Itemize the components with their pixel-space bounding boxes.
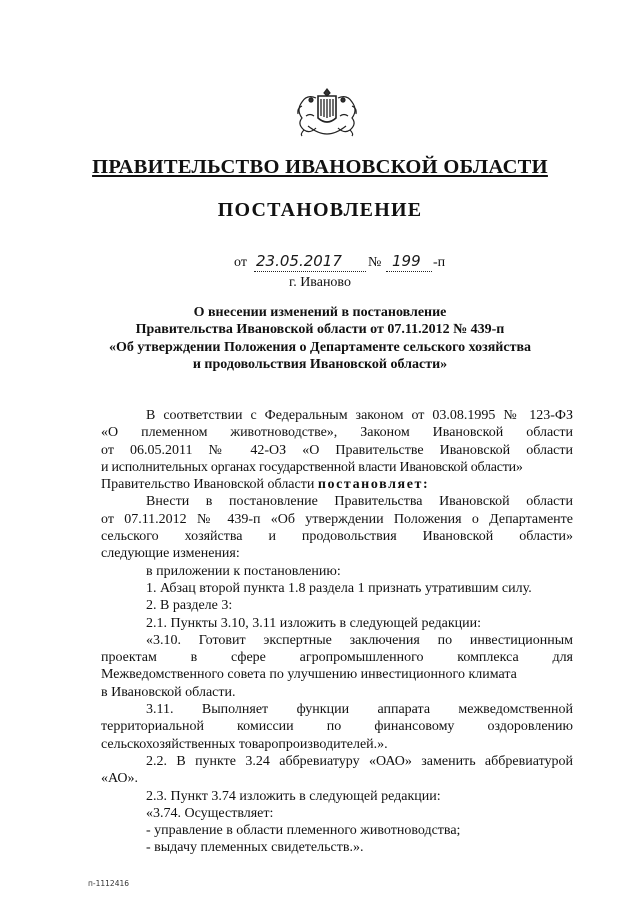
heading-line: О внесении изменений в постановление (193, 305, 447, 320)
body-line: и исполнительных органах государственной власти Ивановской области» (101, 459, 523, 475)
heading-line: «Об утверждении Положения о Департаменте сельского хозяйства (108, 339, 532, 355)
body-line: сельскохозяйственных товаропроизводителей.». (101, 736, 388, 752)
body-line: от 07.11.2012 № 439-п «Об утверждении Положения о Департаменте (101, 511, 573, 527)
body-line: Межведомственного совета по улучшению инвестиционного климата (101, 667, 517, 683)
handwritten-date: 23.05.2017 (256, 252, 342, 270)
body-line: в Ивановской области. (101, 684, 236, 700)
body-line: - выдачу племенных свидетельств.». (146, 840, 364, 856)
date-prefix: от (234, 255, 247, 270)
body-line: «О племенном животноводстве», Законом Ивановской области (101, 425, 573, 441)
body-line: «3.10. Готовит экспертные заключения по инвестиционным (146, 632, 573, 648)
heading-line: и продовольствия Ивановской области» (192, 356, 448, 372)
body-line: В соответствии с Федеральным законом от 03.08.1995 № 123-ФЗ (146, 408, 573, 423)
body-line: 1. Абзац второй пункта 1.8 раздела 1 признать утратившим силу. (146, 580, 532, 596)
coat-of-arms-emblem (294, 86, 360, 138)
number-suffix: -п (433, 255, 446, 270)
body-line: 2.1. Пункты 3.10, 3.11 изложить в следующей редакции: (146, 615, 481, 631)
body-line: Внести в постановление Правительства Ивановской области (146, 494, 573, 510)
number-sign: № (368, 255, 382, 270)
body-line: в приложении к постановлению: (146, 563, 341, 579)
body-line: «АО». (101, 771, 139, 787)
body-line: проектам в сфере агропромышленного комплекса для (101, 650, 573, 666)
heading-line: Правительства Ивановской области от 07.11.2012 № 439-п (135, 322, 505, 338)
document-heading (100, 304, 540, 373)
city: г. Иваново (289, 275, 351, 290)
body-text: Правительство Ивановской области (101, 477, 318, 493)
body-line: сельского хозяйства и продовольствия Ивановской области» (101, 529, 573, 545)
body-line: 3.11. Выполняет функции аппарата межведомственной (146, 702, 573, 718)
document-type: ПОСТАНОВЛЕНИЕ (217, 199, 423, 221)
body-line: территориальной комиссии по финансовому оздоровлению (101, 719, 573, 735)
date-number-line (228, 252, 458, 276)
body-line (101, 476, 573, 493)
document-serial: п-1112416 (88, 879, 130, 888)
body-line: - управление в области племенного животноводства; (146, 823, 461, 839)
handwritten-number: 199 (392, 252, 421, 270)
body-line: 2.3. Пункт 3.74 изложить в следующей редакции: (146, 788, 441, 804)
resolves-word: постановляет: (317, 477, 430, 493)
government-title: ПРАВИТЕЛЬСТВО ИВАНОВСКОЙ ОБЛАСТИ (92, 156, 548, 178)
body-line: 2.2. В пункте 3.24 аббревиатуру «ОАО» заменить аббревиатурой (146, 753, 573, 769)
body-line: от 06.05.2011 № 42-ОЗ «О Правительстве Ивановской области (101, 442, 573, 458)
body-line: следующие изменения: (101, 546, 240, 562)
body-line: «3.74. Осуществляет: (146, 805, 274, 821)
document-body (101, 407, 573, 857)
body-line: 2. В разделе 3: (146, 598, 233, 614)
